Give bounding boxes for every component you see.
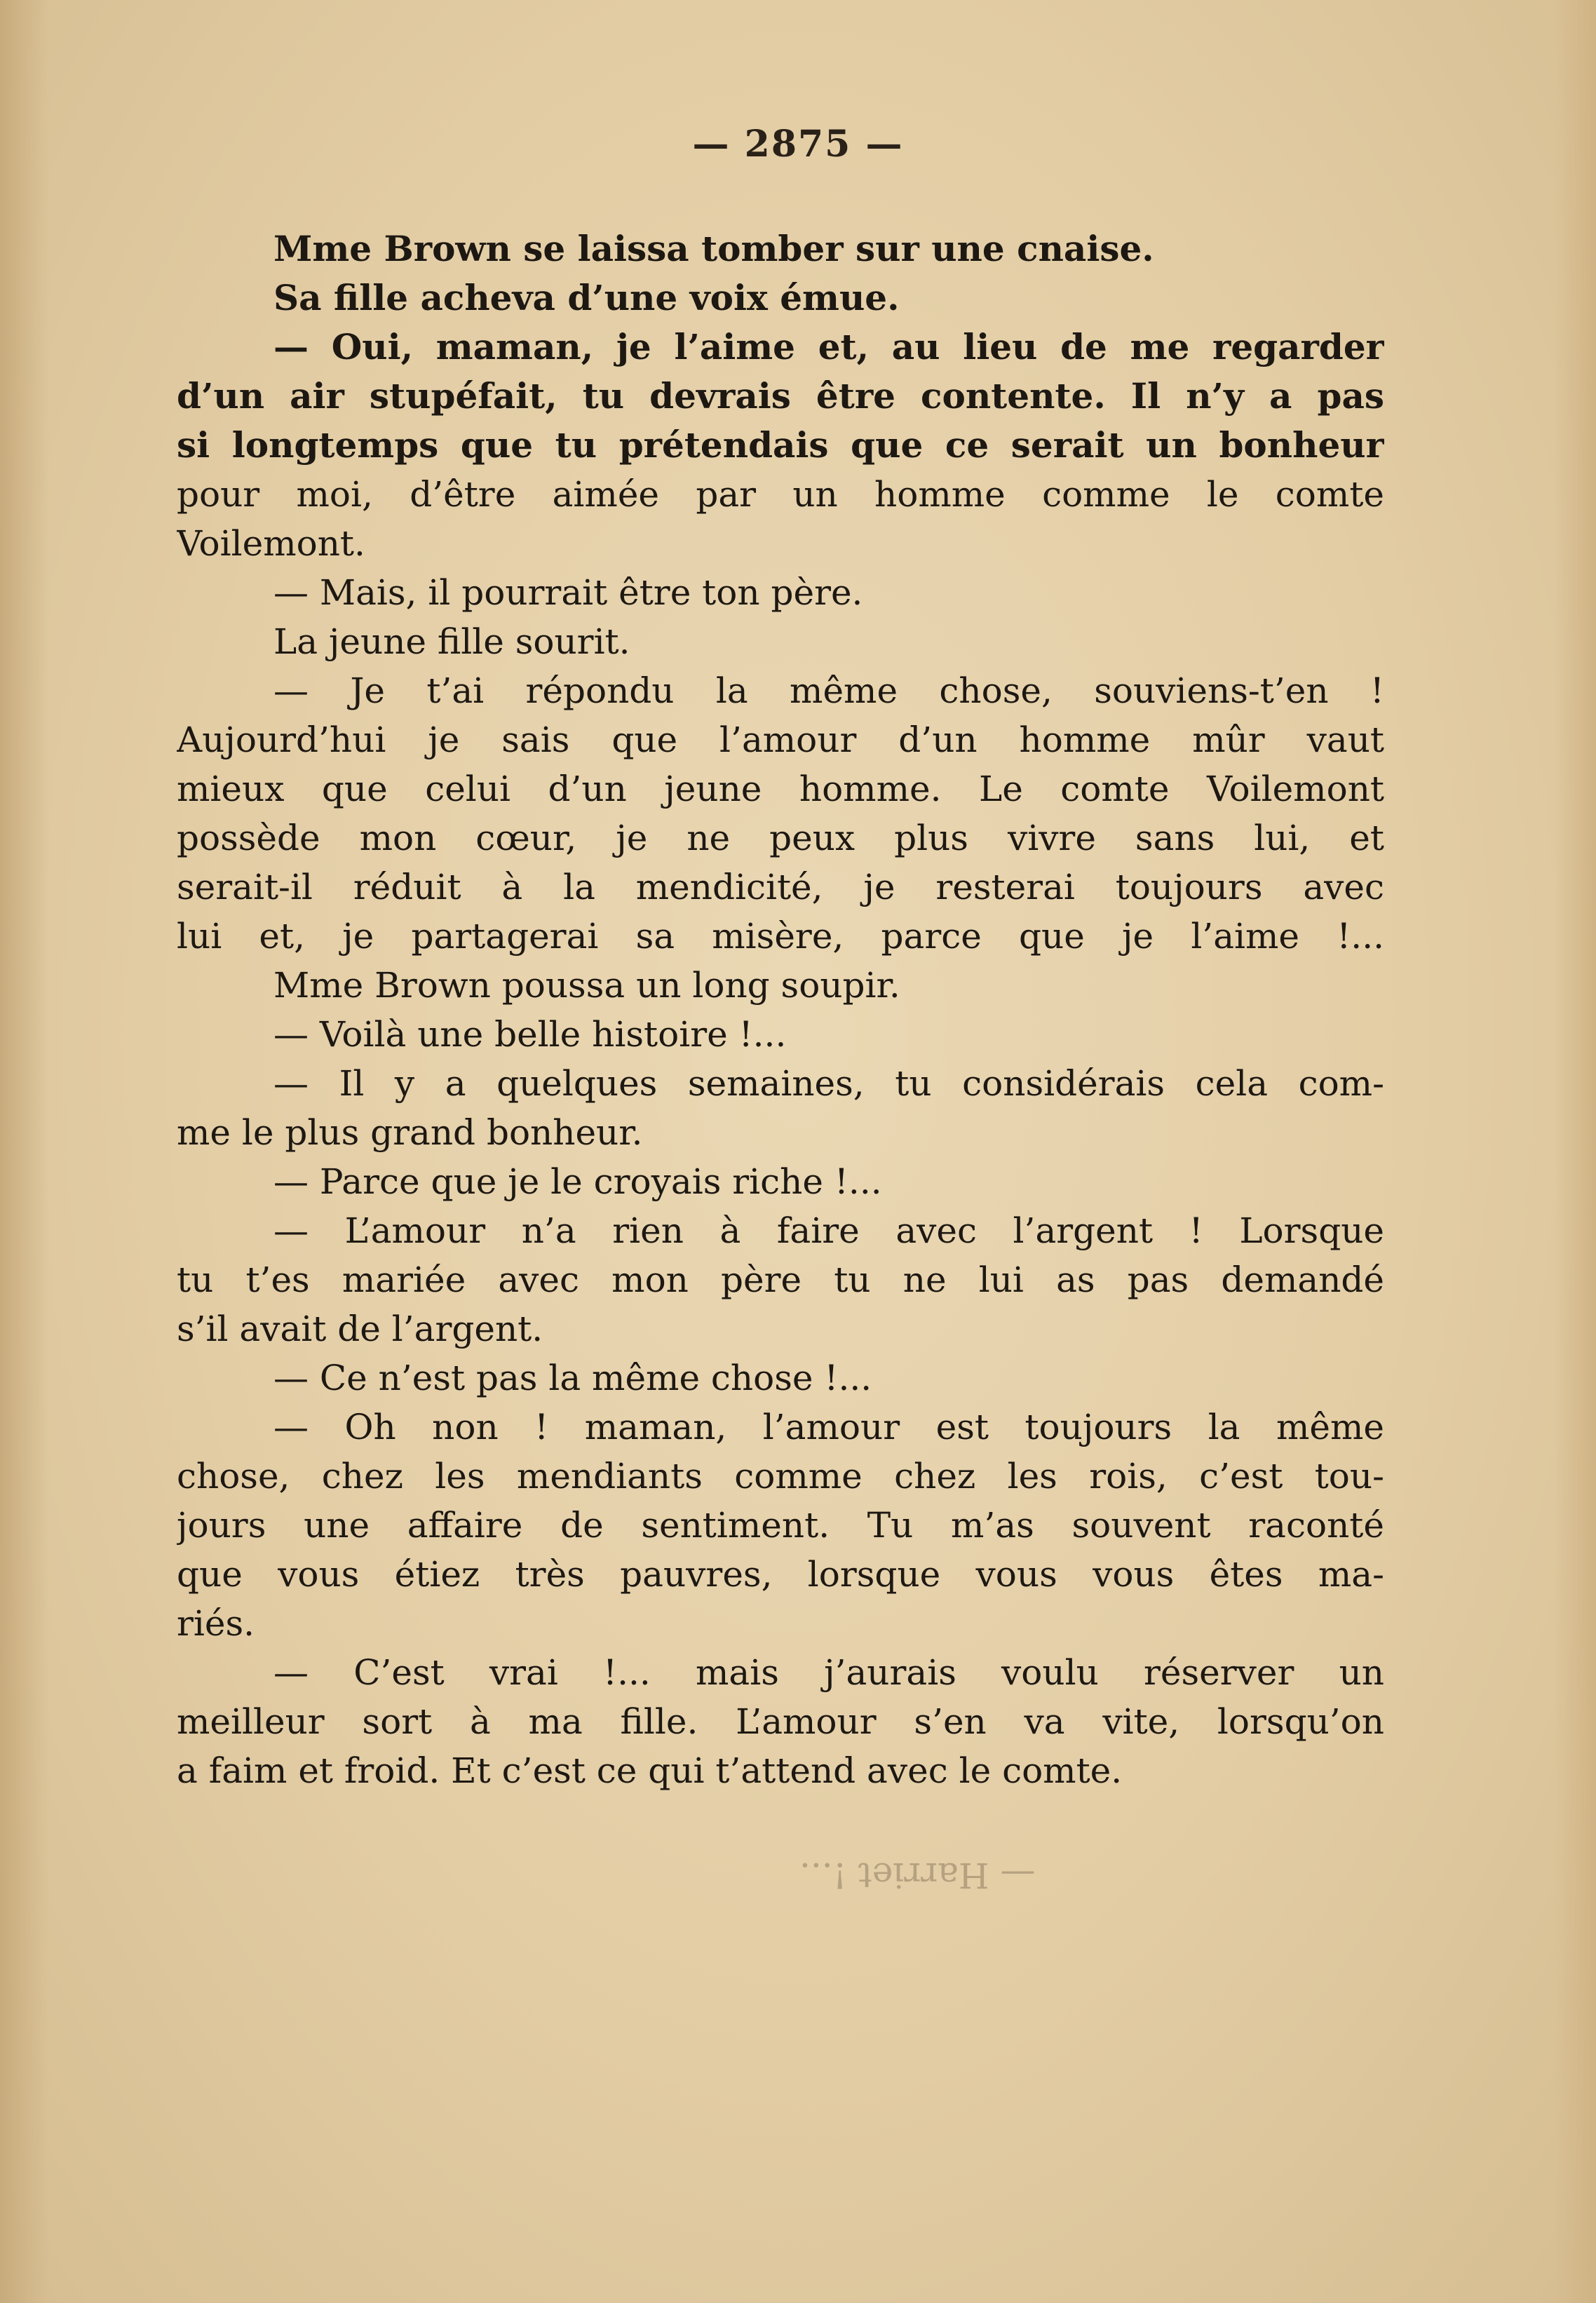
text-line: — C’est vrai !... mais j’aurais voulu réserver un — [273, 1652, 1384, 1693]
text-line: Mme Brown se laissa tomber sur une cnaise. — [273, 228, 1154, 269]
text-line: — Il y a quelques semaines, tu considérais cela com- — [273, 1063, 1384, 1104]
text-line: Mme Brown poussa un long soupir. — [273, 965, 900, 1006]
text-line: possède mon cœur, je ne peux plus vivre sans lui, et — [177, 818, 1384, 858]
page-edge-shadow-left — [0, 0, 49, 2303]
text-line: jours une affaire de sentiment. Tu m’as souvent raconté — [177, 1505, 1384, 1546]
page-number: — 2875 — — [692, 123, 904, 166]
text-line: meilleur sort à ma fille. L’amour s’en va vite, lorsqu’on — [177, 1701, 1384, 1742]
text-line: a faim et froid. Et c’est ce qui t’attend avec le comte. — [177, 1750, 1123, 1791]
bleed-through-text: — Harriet !... — [799, 1855, 1036, 1896]
text-line: Sa fille acheva d’une voix émue. — [273, 277, 900, 318]
text-line: que vous étiez très pauvres, lorsque vous vous êtes ma- — [177, 1554, 1384, 1595]
text-line: La jeune fille sourit. — [273, 621, 630, 662]
text-line: — Ce n’est pas la même chose !... — [273, 1358, 872, 1398]
text-line: — Je t’ai répondu la même chose, souviens-t’en ! — [273, 670, 1384, 711]
text-line: Voilemont. — [177, 523, 365, 564]
text-line: serait-il réduit à la mendicité, je resterai toujours avec — [177, 867, 1384, 907]
text-line: s’il avait de l’argent. — [177, 1309, 543, 1349]
text-line: lui et, je partagerai sa misère, parce que je l’aime !... — [177, 916, 1384, 957]
text-line: chose, chez les mendiants comme chez les rois, c’est tou- — [177, 1456, 1384, 1497]
body-text — [177, 224, 1384, 1795]
text-line: si longtemps que tu prétendais que ce serait un bonheur — [177, 424, 1384, 466]
text-line: — Oui, maman, je l’aime et, au lieu de me regarder — [273, 326, 1384, 367]
text-line: — Voilà une belle histoire !... — [273, 1014, 787, 1055]
text-line: d’un air stupéfait, tu devrais être contente. Il n’y a pas — [177, 375, 1384, 417]
text-line: — Parce que je le croyais riche !... — [273, 1161, 882, 1202]
text-line: me le plus grand bonheur. — [177, 1112, 643, 1153]
text-line: tu t’es mariée avec mon père tu ne lui as pas demandé — [177, 1259, 1384, 1300]
text-line: — L’amour n’a rien à faire avec l’argent ! Lorsque — [273, 1210, 1384, 1251]
text-line: — Mais, il pourrait être ton père. — [273, 572, 863, 613]
text-line: riés. — [177, 1603, 255, 1644]
text-line: Aujourd’hui je sais que l’amour d’un homme mûr vaut — [177, 720, 1384, 760]
page-edge-shadow-right — [1554, 0, 1596, 2303]
text-line: mieux que celui d’un jeune homme. Le comte Voilemont — [177, 769, 1384, 809]
text-line: pour moi, d’être aimée par un homme comme le comte — [177, 474, 1384, 515]
text-line: — Oh non ! maman, l’amour est toujours la même — [273, 1407, 1384, 1447]
